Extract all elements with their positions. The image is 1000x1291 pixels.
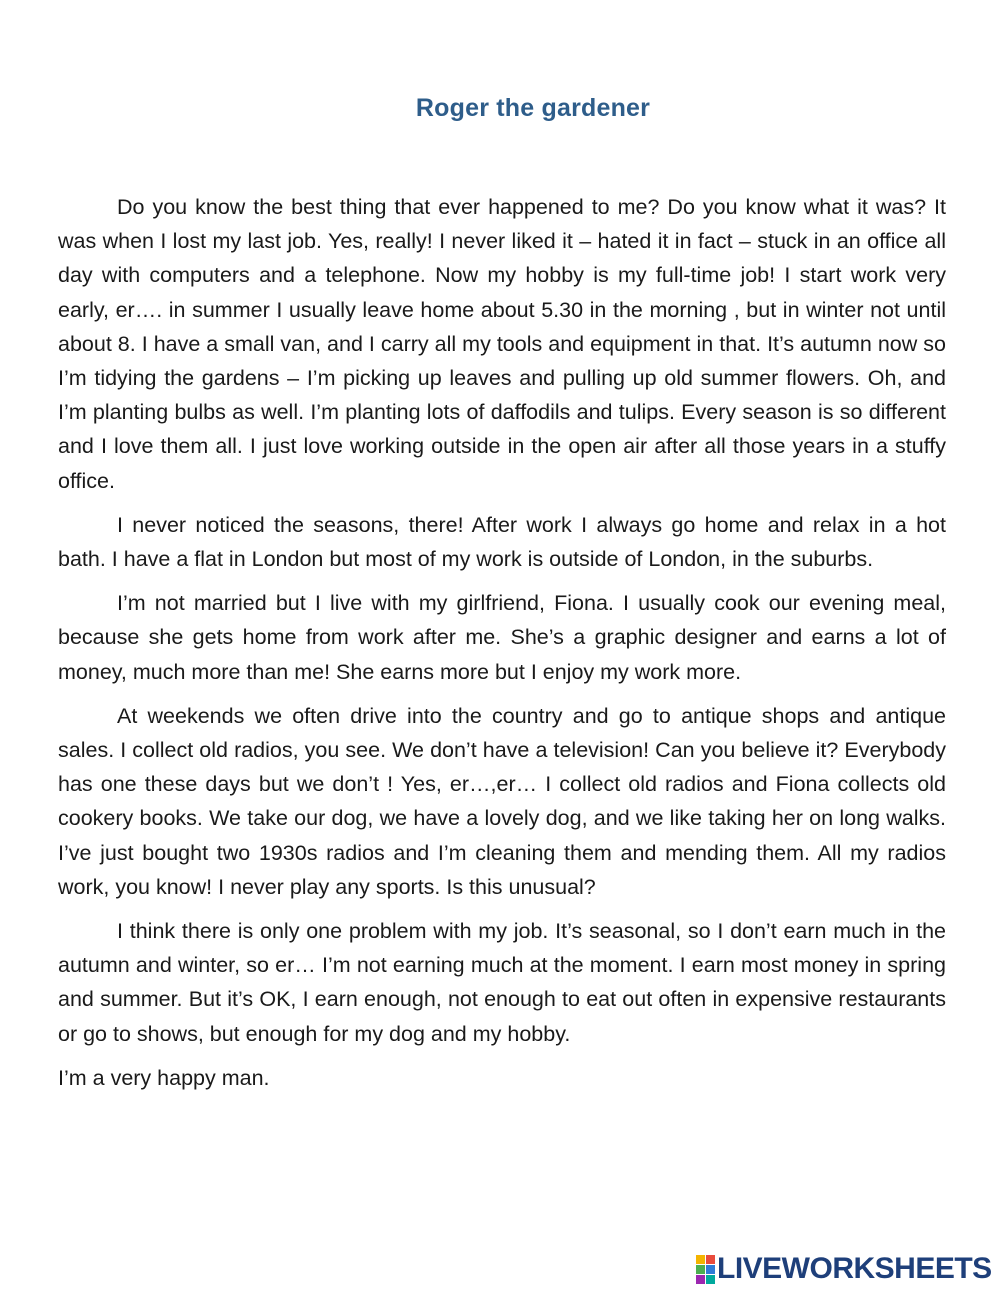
paragraph-4: At weekends we often drive into the country and go to antique shops and antique sales. I collect old radios, you see. We don’t have a television! Can you believe it? Everybody has one these days but we don’t ! Yes, er…,er… I collect old radios and Fiona collects old cookery books. We take our dog, we have a lovely dog, and we like taking her on long walks. I’ve just bought two 1930s radios and I’m cleaning them and mending them. All my radios work, you know! I never play any sports. Is this unusual? — [58, 703, 946, 899]
logo-block — [696, 1275, 705, 1284]
paragraph-5: I think there is only one problem with my job. It’s seasonal, so I don’t earn much in the autumn and winter, so er… I’m not earning much at the moment. I earn most money in spring and summer. But it’s OK, I earn enough, not enough to eat out often in expensive restaurants or go to shows, but enough for my dog and my hobby. — [58, 919, 946, 1046]
document-title: Roger the gardener — [415, 94, 651, 122]
paragraph-1: Do you know the best thing that ever happened to me? Do you know what it was? It was when I lost my last job. Yes, really! I never liked it – hated it in fact – stuck in an office all day with computers and a telephone. Now my hobby is my full-time job! I start work very early, er…. in summer I usually leave home about 5.30 in the morning , but in winter not until about 8. I have a small van, and I carry all my tools and equipment in that. It’s autumn now so I’m tidying the gardens – I’m picking up leaves and pulling up old summer flowers. Oh, and I’m planting bulbs as well. I’m planting lots of daffodils and tulips. Every season is so different and I love them all. I just love working outside in the open air after all those years in a stuffy office. — [58, 195, 946, 493]
logo-block — [706, 1265, 715, 1274]
paragraph-2: I never noticed the seasons, there! After work I always go home and relax in a hot bath. I have a flat in London but most of my work is outside of London, in the suburbs. — [58, 512, 946, 572]
logo-wordmark: LIVEWORKSHEETS — [717, 1252, 992, 1285]
liveworksheets-logo[interactable] — [696, 1253, 992, 1285]
logo-block — [696, 1265, 705, 1274]
logo-block — [706, 1275, 715, 1284]
paragraph-6: I’m a very happy man. — [58, 1065, 270, 1090]
liveworksheets-logo-icon — [696, 1255, 715, 1284]
logo-block — [706, 1255, 715, 1264]
document-body — [58, 190, 946, 1105]
paragraph-3: I’m not married but I live with my girlfriend, Fiona. I usually cook our evening meal, because she gets home from work after me. She’s a graphic designer and earns a lot of money, much more than me! She earns more but I enjoy my work more. — [58, 591, 946, 684]
logo-block — [696, 1255, 705, 1264]
